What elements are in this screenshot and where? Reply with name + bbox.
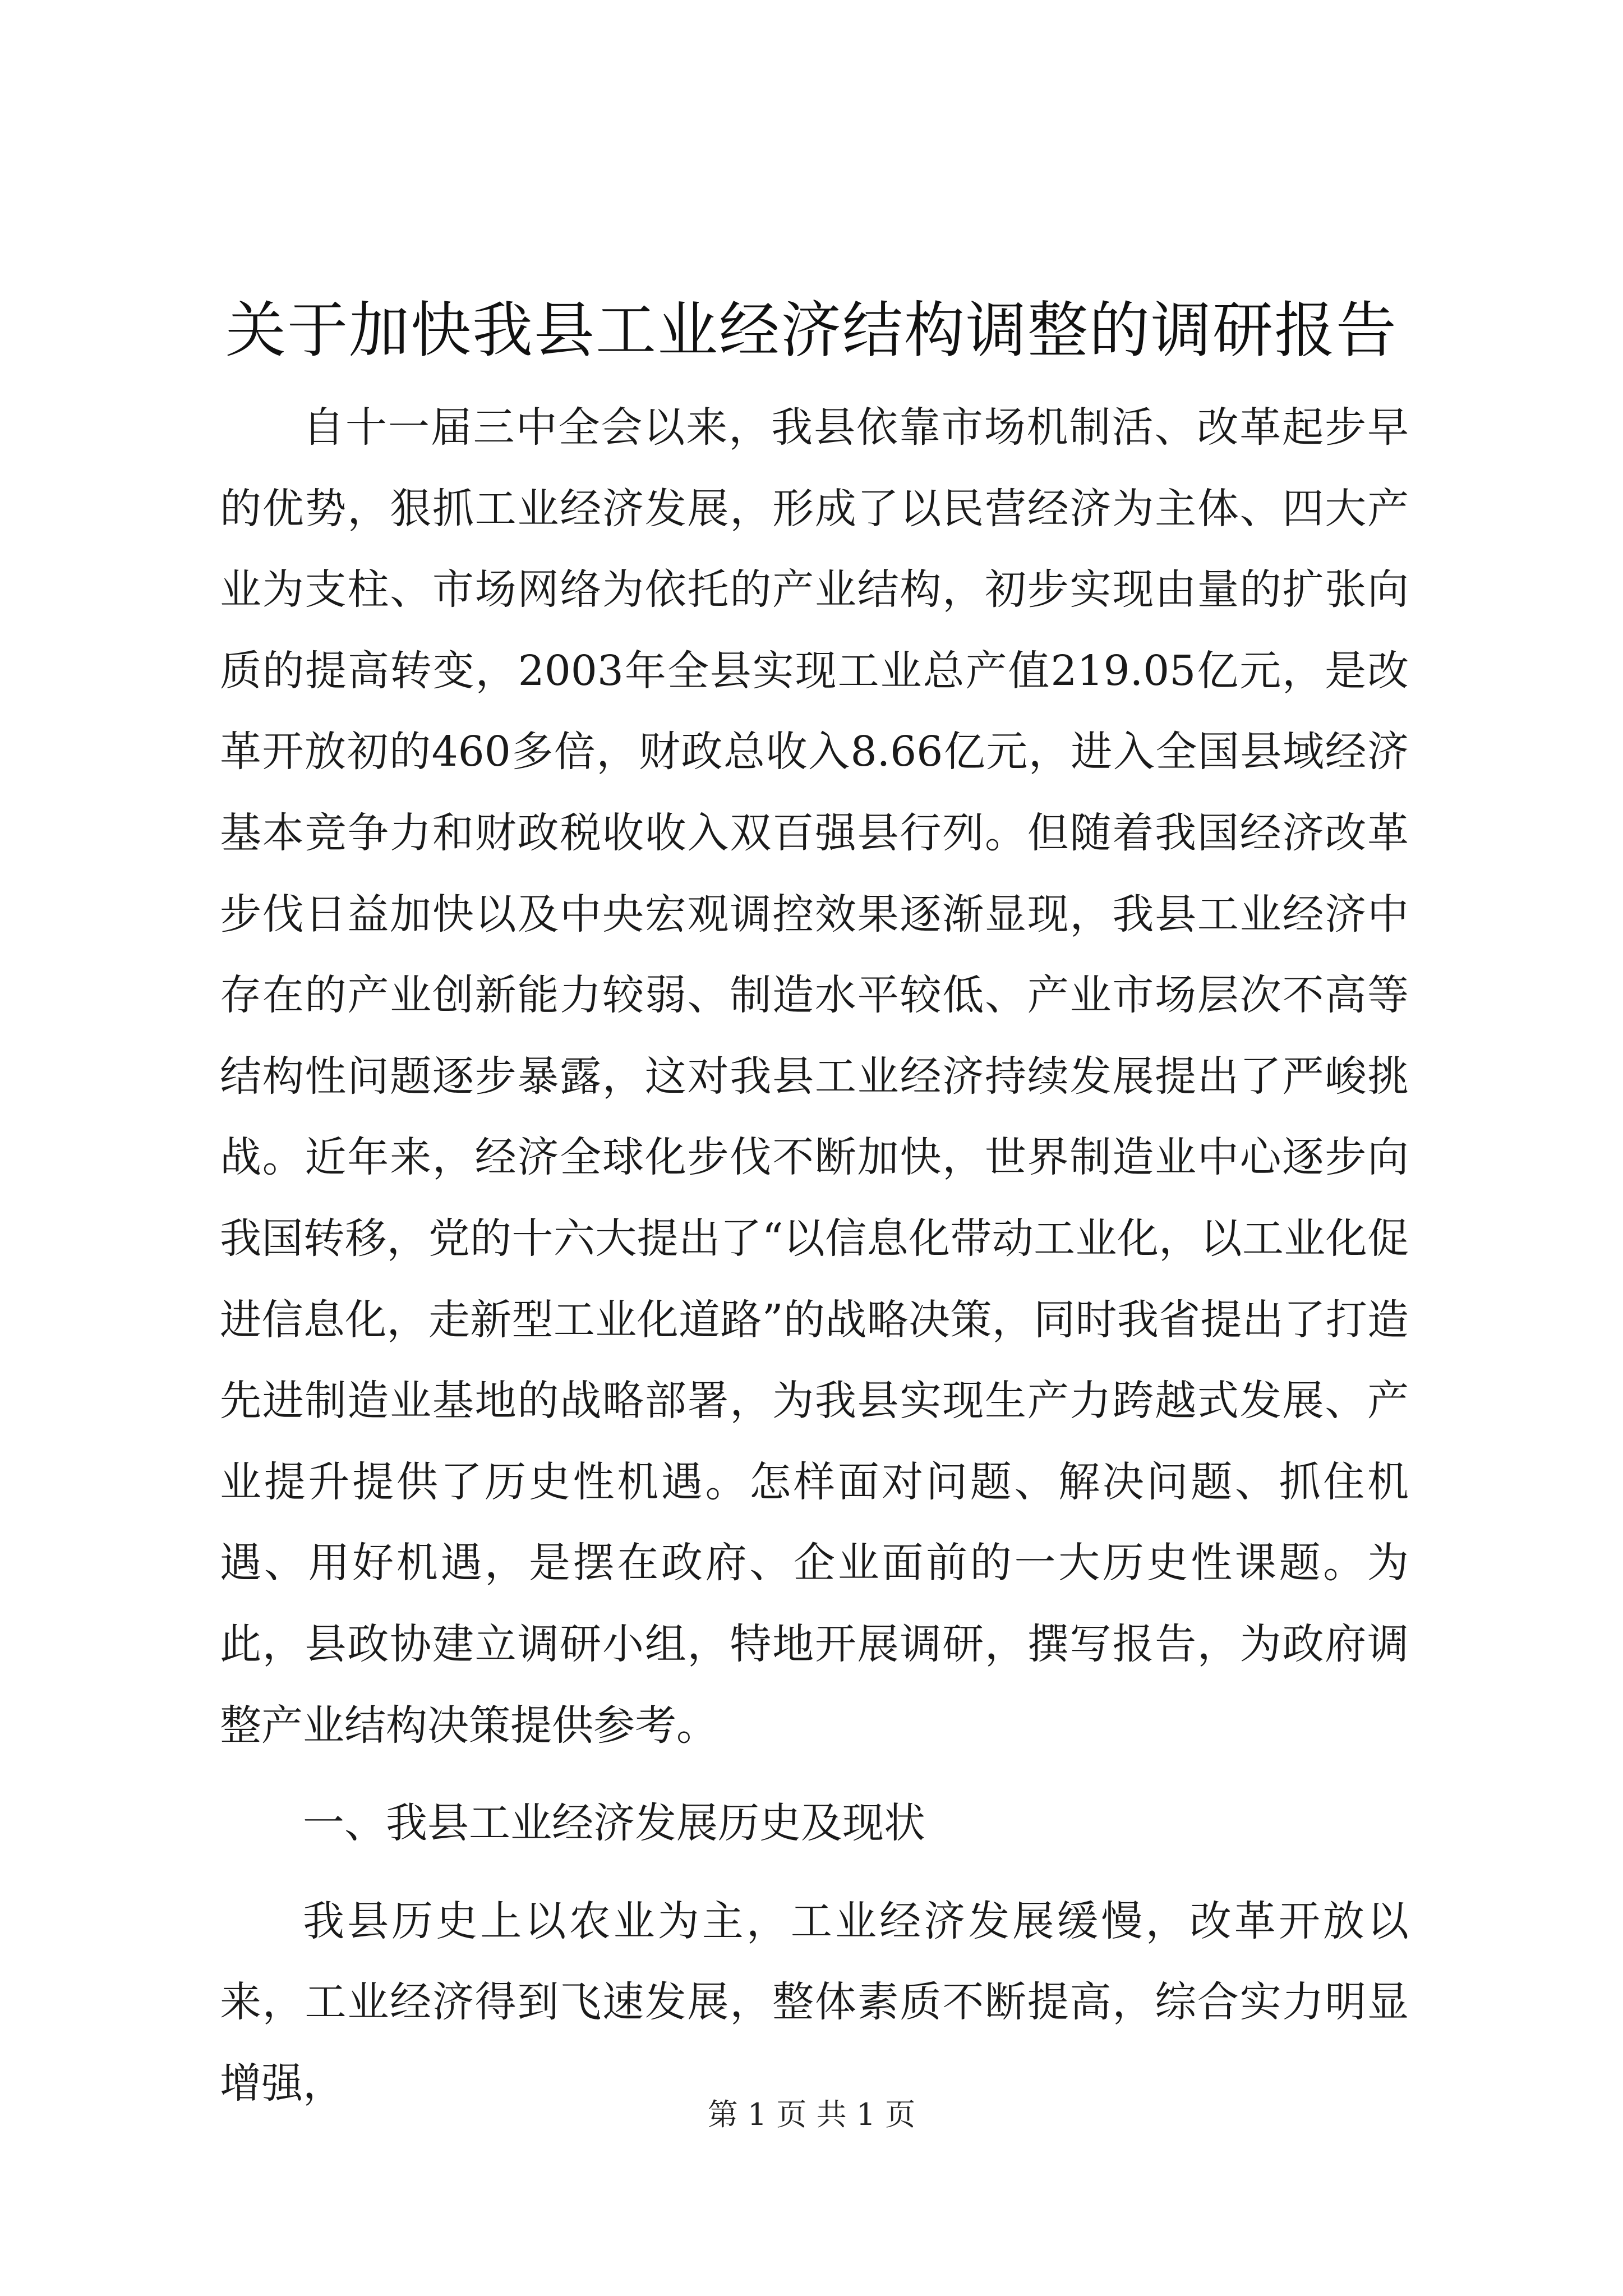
intro-paragraph: 自十一届三中全会以来，我县依靠市场机制活、改革起步早的优势，狠抓工业经济发展，形成了以民营经济为主体、四大产业为支柱、市场网络为依托的产业结构，初步实现由量的扩张向质的提高转变，2003年全县实现工业总产值219.05亿元，是改革开放初的460多倍，财政总收入8.66亿元，进入全国县域经济基本竞争力和财政税收收入双百强县行列。但随着我国经济改革步伐日益加快以及中央宏观调控效果逐渐显现，我县工业经济中存在的产业创新能力较弱、制造水平较低、产业市场层次不高等结构性问题逐步暴露，这对我县工业经济持续发展提出了严峻挑战。近年来，经济全球化步伐不断加快，世界制造业中心逐步向我国转移，党的十六大提出了“以信息化带动工业化，以工业化促进信息化，走新型工业化道路”的战略决策，同时我省提出了打造先进制造业基地的战略部署，为我县实现生产力跨越式发展、产业提升提供了历史性机遇。怎样面对问题、解决问题、抓住机遇、用好机遇，是摆在政府、企业面前的一大历史性课题。为此，县政协建立调研小组，特地开展调研，撰写报告，为政府调整产业结构决策提供参考。: [220, 403, 1409, 1750]
document-title: 关于加快我县工业经济结构调整的调研报告: [225, 296, 1398, 366]
document-body: [220, 387, 1409, 2124]
page-footer: 第 1 页 共 1 页: [707, 2097, 916, 2132]
section-heading-1: 一、我县工业经济发展历史及现状: [303, 1799, 925, 1848]
section-1-paragraph: 我县历史上以农业为主，工业经济发展缓慢，改革开放以来，工业经济得到飞速发展，整体素质不断提高，综合实力明显增强，: [220, 1897, 1409, 2108]
